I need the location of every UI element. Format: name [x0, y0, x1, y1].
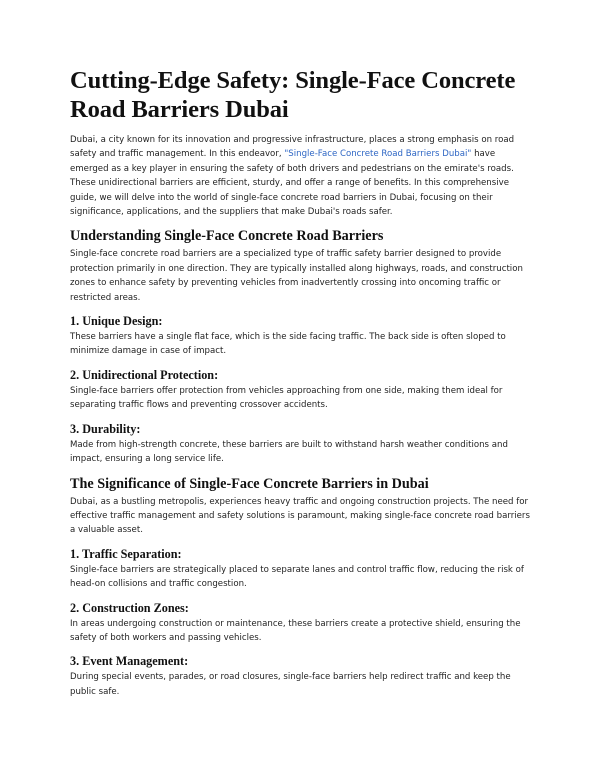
body-traffic-separation: Single-face barriers are strategically placed to separate lanes and control traffic flow, reducing the risk of head-on collisions and traffic congestion.	[70, 564, 524, 590]
subheading-traffic-separation: 1. Traffic Separation:	[70, 546, 182, 561]
body-unidirectional-protection: Single-face barriers offer protection from vehicles approaching from one side, making them ideal for separating traffic flows and preventing crossover accidents.	[70, 385, 503, 411]
subheading-durability: 3. Durability:	[70, 421, 141, 436]
subheading-event-management: 3. Event Management:	[70, 654, 189, 669]
intro-text-end: have emerged as a key player in ensuring the safety of both drivers and pedestrians on the emirate's roads. These unidirectional barriers are efficient, sturdy, and offer a range of benefits. In this comprehensive guide, we will delve into the world of single-face concrete road barriers in Dubai, focusing on their significance, applications, and the suppliers that make Dubai's roads safer.	[70, 149, 514, 218]
page-title: Cutting-Edge Safety: Single-Face Concrete Road Barriers Dubai	[70, 67, 516, 123]
intro-text-start: Dubai, a city known for its innovation and progressive infrastructure, places a strong emphasis on road safety and traffic management. In this endeavor,	[70, 135, 515, 160]
body-unique-design: These barriers have a single flat face, which is the side facing traffic. The back side is often sloped to minimize damage in case of impact.	[70, 332, 506, 357]
intro-paragraph	[70, 133, 532, 219]
section-body-significance: Dubai, as a bustling metropolis, experiences heavy traffic and ongoing construction projects. The need for effective traffic management and safety solutions is paramount, making single-face concrete road barriers a valuable asset.	[70, 496, 530, 536]
document-page	[70, 66, 532, 699]
section-heading-significance: The Significance of Single-Face Concrete Barriers in Dubai	[70, 475, 429, 492]
subheading-unidirectional-protection: 2. Unidirectional Protection:	[70, 367, 219, 382]
section-body-understanding: Single-face concrete road barriers are a specialized type of traffic safety barrier designed to provide protection primarily in one direction. They are typically installed along highways, roads, and construction zones to enhance safety by preventing vehicles from inadvertently crossing into oncoming traffic or restricted areas.	[70, 249, 523, 303]
single-face-barriers-link[interactable]: "Single-Face Concrete Road Barriers Dubai"	[284, 149, 472, 160]
body-construction-zones: In areas undergoing construction or maintenance, these barriers create a protective shield, ensuring the safety of both workers and passing vehicles.	[70, 618, 521, 643]
subheading-construction-zones: 2. Construction Zones:	[70, 600, 189, 615]
body-durability: Made from high-strength concrete, these barriers are built to withstand harsh weather conditions and impact, ensuring a long service life.	[70, 439, 508, 465]
section-heading-understanding: Understanding Single-Face Concrete Road Barriers	[70, 228, 384, 245]
subheading-unique-design: 1. Unique Design:	[70, 314, 163, 329]
body-event-management: During special events, parades, or road closures, single-face barriers help redirect traffic and keep the public safe.	[70, 672, 511, 697]
